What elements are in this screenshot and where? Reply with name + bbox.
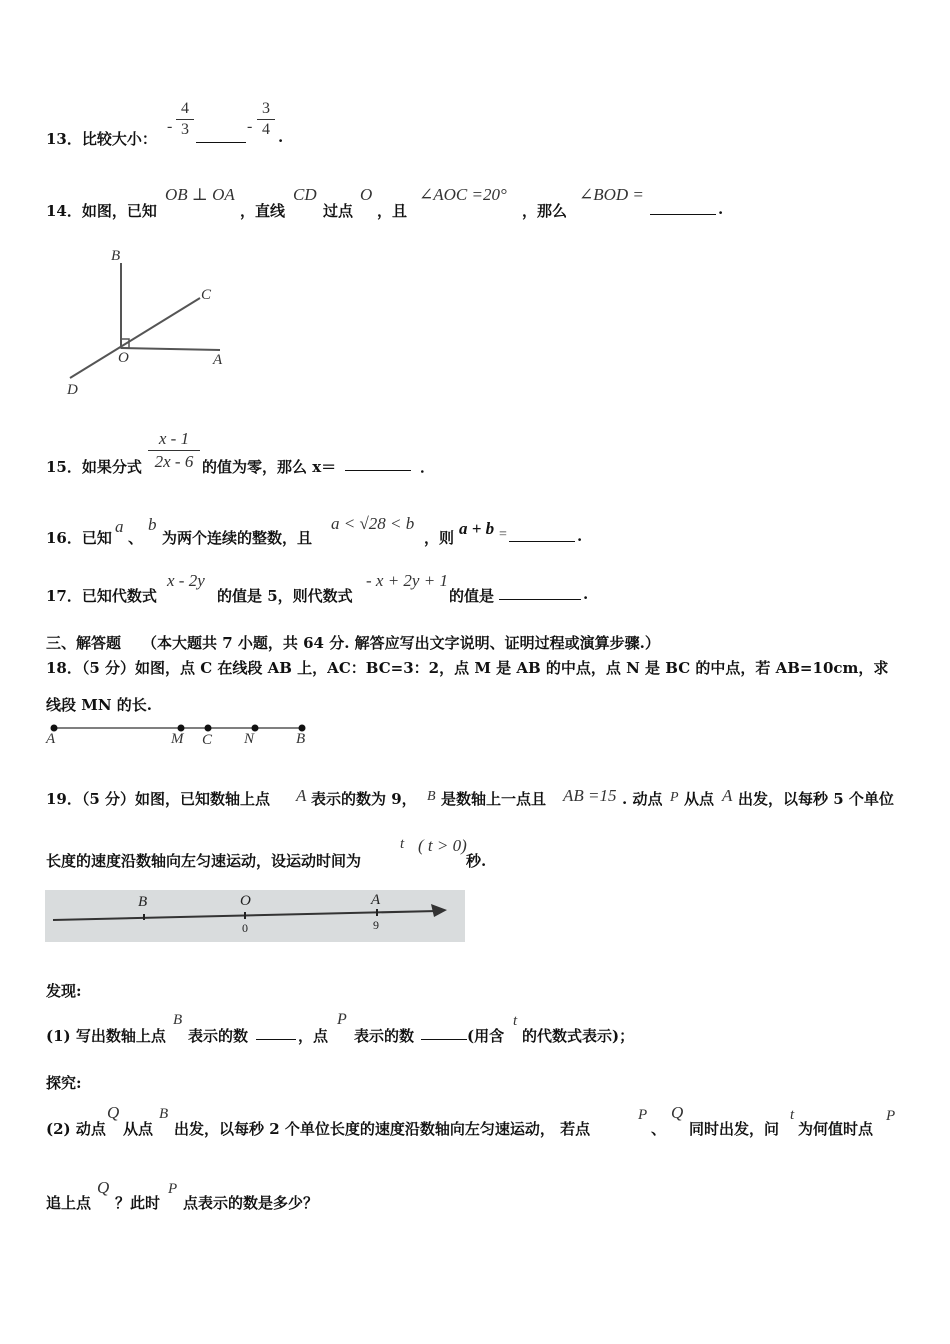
q14-text-5: ，那么 xyxy=(522,202,568,220)
q16-math-a: a xyxy=(115,517,124,536)
q14-label-o: O xyxy=(118,350,129,366)
q19-part1-text-a: (1) 写出数轴上点 xyxy=(46,1027,166,1045)
q19-part2-text-f: 为何值时点 xyxy=(798,1120,874,1138)
q13-numerator-1: 4 xyxy=(181,100,189,117)
q17-text-2: 的值是 5，则代数式 xyxy=(217,587,353,605)
q14-label-d: D xyxy=(67,382,78,398)
q19-part2-text-h: ？此时 xyxy=(115,1194,161,1212)
q14-label-a: A xyxy=(213,352,223,368)
q18-label-n: N xyxy=(244,731,255,747)
q19-part2-text-a: (2) 动点 xyxy=(46,1120,106,1138)
q19-part2-math-q-3: Q xyxy=(97,1178,110,1197)
q13-minus-1: - xyxy=(167,118,173,135)
q14-end: . xyxy=(718,200,724,218)
q19-text-1c: 是数轴上一点且 xyxy=(441,790,547,808)
q14-text-3: 过点 xyxy=(323,202,354,220)
q14-answer-blank xyxy=(650,214,716,215)
q19-part2-text-g: 追上点 xyxy=(46,1194,92,1212)
q19-part2-text-b: 从点 xyxy=(123,1120,154,1138)
q19-axis-tick-0: 0 xyxy=(242,921,248,935)
q16-text-2: 为两个连续的整数，且 xyxy=(162,529,313,547)
q19-math-a-2: A xyxy=(722,786,733,805)
q13-fraction-2 xyxy=(257,100,275,139)
q16-inequality: a < √28 < b xyxy=(331,514,415,533)
q19-part2-text-i: 点表示的数是多少？ xyxy=(183,1194,319,1212)
q19-math-b: B xyxy=(427,789,436,804)
q19-text-1e: 从点 xyxy=(684,790,715,808)
q15-end: ． xyxy=(420,458,436,476)
q14-angle-figure xyxy=(55,245,235,405)
q16-math-sum: a + b xyxy=(459,519,495,538)
q19-part1-text-e: (用含 xyxy=(467,1027,505,1045)
q19-part2-text-d: 、 xyxy=(651,1120,667,1138)
q17-math-1: x - 2y xyxy=(167,571,205,590)
q19-part2-text-e: 同时出发，问 xyxy=(689,1120,780,1138)
q18-segment-figure xyxy=(40,718,320,750)
q17-text-3: 的值是 xyxy=(449,587,495,605)
q18-line-1: 18．（5 分）如图，点 C 在线段 AB 上，AC：BC=3：2，点 M 是 AB 的中点，点 N 是 BC 的中点，若 AB=10cm，求 xyxy=(46,659,889,677)
q15-denominator: 2x - 6 xyxy=(154,452,194,471)
q13-denominator-1: 3 xyxy=(181,121,189,138)
q19-explore-label: 探究: xyxy=(46,1074,82,1092)
q17-text: 17．已知代数式 xyxy=(46,587,157,605)
q19-text-1d: . 动点 xyxy=(622,790,663,808)
q16-text-3: ，则 xyxy=(424,529,455,547)
q16-sep: 、 xyxy=(128,529,144,547)
q14-math-o: O xyxy=(360,185,373,204)
q19-axis-label-a: A xyxy=(371,892,381,908)
q16-answer-blank xyxy=(509,541,575,542)
q13-end: . xyxy=(278,128,284,146)
q19-math-t: t xyxy=(400,836,405,852)
q14-math-angle-bod: ∠BOD = xyxy=(579,185,644,204)
q19-text-1f: 出发，以每秒 5 个单位 xyxy=(738,790,894,808)
section-3-title: 三、解答题 xyxy=(46,634,122,652)
q15-answer-blank xyxy=(345,470,411,471)
q19-part1-text-f: 的代数式表示)； xyxy=(522,1027,635,1045)
q19-text-1a: 19．（5 分）如图，已知数轴上点 xyxy=(46,790,271,808)
q19-axis-label-o: O xyxy=(240,893,251,909)
q14-figure-lines xyxy=(55,245,235,405)
q19-axis-label-b: B xyxy=(138,894,148,910)
q17-end: . xyxy=(583,585,589,603)
q16-end: . xyxy=(577,527,583,545)
q19-part2-math-t: t xyxy=(790,1107,795,1123)
q19-part2-text-c: 出发，以每秒 2 个单位长度的速度沿数轴向左匀速运动， 若点 xyxy=(174,1120,591,1138)
q19-math-ab: AB =15 xyxy=(563,786,617,805)
q19-axis-tick-9: 9 xyxy=(373,918,379,932)
q15-numerator: x - 1 xyxy=(158,429,190,448)
q19-discover-label: 发现: xyxy=(46,982,82,1000)
q19-part2-math-p: P xyxy=(638,1107,648,1123)
q18-label-m: M xyxy=(171,731,184,747)
q19-text-2b: 秒. xyxy=(466,852,487,870)
q19-text-2a: 长度的速度沿数轴向左匀速运动，设运动时间为 xyxy=(46,852,362,870)
q16-text: 16．已知 xyxy=(46,529,112,547)
q14-math-perp: OB ⊥ OA xyxy=(165,185,235,204)
q19-number-line-photo xyxy=(45,890,465,942)
q19-part2-math-p-2: P xyxy=(886,1108,896,1124)
q19-part1-text-c: ，点 xyxy=(298,1027,329,1045)
section-3-note: （本大题共 7 小题，共 64 分. 解答应写出文字说明、证明过程或演算步骤.） xyxy=(142,634,660,652)
q14-label-b: B xyxy=(111,248,121,264)
q19-part1-text-d: 表示的数 xyxy=(354,1027,415,1045)
q19-part1-math-p: P xyxy=(337,1011,347,1028)
q19-part2-math-q: Q xyxy=(107,1103,120,1122)
q19-number-line xyxy=(45,890,465,942)
q19-part1-math-t: t xyxy=(513,1013,518,1029)
q14-math-cd: CD xyxy=(293,185,317,204)
q16-equals: = xyxy=(499,527,507,542)
q16-math-b: b xyxy=(148,515,157,534)
q13-numerator-2: 3 xyxy=(262,100,270,117)
q19-part1-math-b: B xyxy=(173,1012,183,1028)
q13-fraction-1 xyxy=(176,100,194,139)
q19-math-t-condition: ( t > 0) xyxy=(418,836,467,855)
q19-part2-math-q-2: Q xyxy=(671,1103,684,1122)
q19-math-a: A xyxy=(296,786,307,805)
q13-text: 13．比较大小： xyxy=(46,130,157,148)
q13-answer-blank xyxy=(196,142,246,143)
q14-text-2: ，直线 xyxy=(240,202,286,220)
q18-label-b: B xyxy=(296,731,306,747)
q17-math-2: - x + 2y + 1 xyxy=(366,571,448,590)
q14-label-c: C xyxy=(201,287,212,303)
q14-text: 14．如图，已知 xyxy=(46,202,157,220)
q19-math-p: P xyxy=(670,790,679,805)
q18-line-2: 线段 MN 的长. xyxy=(46,696,152,714)
q13-minus-2: - xyxy=(247,118,253,135)
q14-math-angle-aoc: ∠AOC =20° xyxy=(419,185,507,204)
q13-denominator-2: 4 xyxy=(262,121,270,138)
q19-text-1b: 表示的数为 9， xyxy=(311,790,417,808)
q19-part2-math-b: B xyxy=(159,1106,169,1122)
q14-text-4: ，且 xyxy=(377,202,408,220)
q18-label-c: C xyxy=(202,732,213,748)
q15-text: 15．如果分式 xyxy=(46,458,142,476)
q18-label-a: A xyxy=(46,731,56,747)
q19-part1-blank-1 xyxy=(256,1039,296,1040)
q19-part1-blank-2 xyxy=(421,1039,467,1040)
q19-part1-text-b: 表示的数 xyxy=(188,1027,249,1045)
q17-answer-blank xyxy=(499,599,581,600)
q19-part2-math-p-3: P xyxy=(168,1181,178,1197)
q15-text-2: 的值为零，那么 x＝ xyxy=(202,458,337,476)
q15-fraction xyxy=(148,429,200,472)
